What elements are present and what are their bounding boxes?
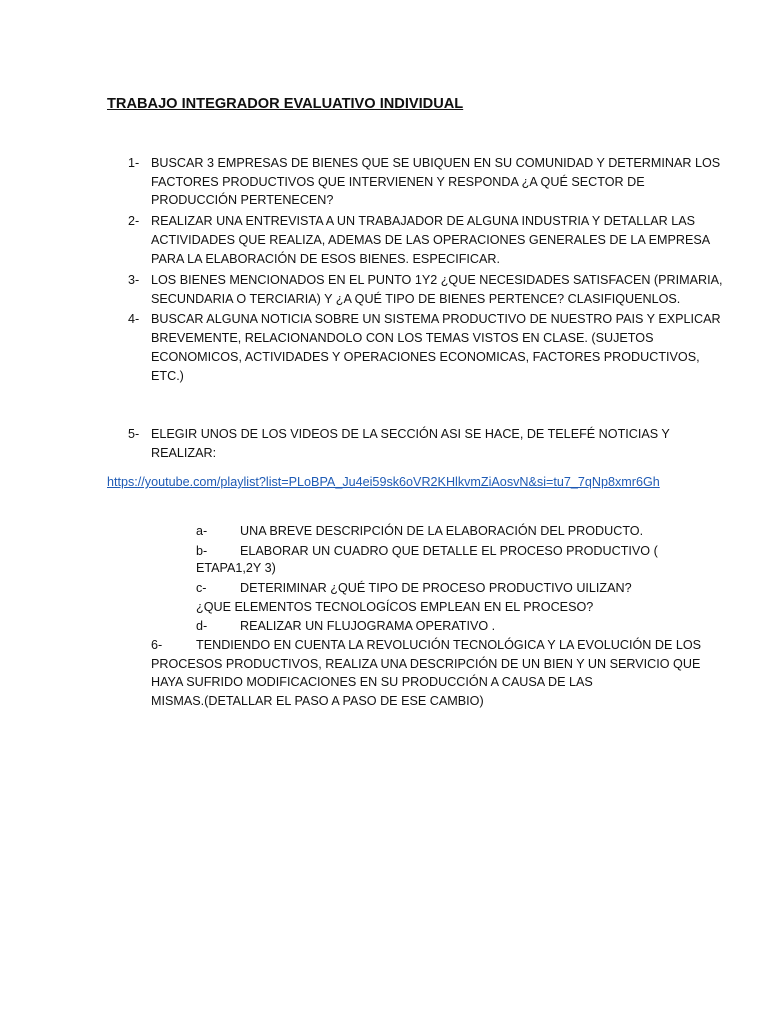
sub-item-label: d- <box>196 619 208 633</box>
item-number: 6- <box>151 638 163 652</box>
item-number: 1- <box>128 156 140 170</box>
sub-item-text: ETAPA1,2Y 3) <box>196 561 276 575</box>
item-line: BUSCAR ALGUNA NOTICIA SOBRE UN SISTEMA PRODUCTIVO DE NUESTRO PAIS Y EXPLICAR <box>151 312 721 326</box>
item-number: 4- <box>128 312 140 326</box>
item-line: ELEGIR UNOS DE LOS VIDEOS DE LA SECCIÓN ASI SE HACE, DE TELEFÉ NOTICIAS Y <box>151 427 670 441</box>
sub-item-label: c- <box>196 581 207 595</box>
item-line: BUSCAR 3 EMPRESAS DE BIENES QUE SE UBIQUEN EN SU COMUNIDAD Y DETERMINAR LOS <box>151 156 721 170</box>
item-line: PROCESOS PRODUCTIVOS, REALIZA UNA DESCRIPCIÓN DE UN BIEN Y UN SERVICIO QUE <box>151 657 701 671</box>
item-line: REALIZAR UNA ENTREVISTA A UN TRABAJADOR DE ALGUNA INDUSTRIA Y DETALLAR LAS <box>151 214 696 228</box>
item-line: TENDIENDO EN CUENTA LA REVOLUCIÓN TECNOLÓGICA Y LA EVOLUCIÓN DE LOS <box>196 638 702 652</box>
item-line: ECONOMICOS, ACTIVIDADES Y OPERACIONES ECONOMICAS, FACTORES PRODUCTIVOS, <box>151 350 700 364</box>
sub-item-text: UNA BREVE DESCRIPCIÓN DE LA ELABORACIÓN DEL PRODUCTO. <box>240 524 644 538</box>
sub-item-text: DETERIMINAR ¿QUÉ TIPO DE PROCESO PRODUCTIVO UILIZAN? <box>240 581 632 595</box>
item-line: REALIZAR: <box>151 446 217 460</box>
page-title: TRABAJO INTEGRADOR EVALUATIVO INDIVIDUAL <box>107 96 464 112</box>
item-line: SECUNDARIA O TERCIARIA) Y ¿A QUÉ TIPO DE BIENES PERTENCE? CLASIFIQUENLOS. <box>151 292 681 306</box>
item-number: 2- <box>128 214 140 228</box>
item-line: ACTIVIDADES QUE REALIZA, ADEMAS DE LAS OPERACIONES GENERALES DE LA EMPRESA <box>151 233 711 247</box>
item-line: MISMAS.(DETALLAR EL PASO A PASO DE ESE CAMBIO) <box>151 694 484 708</box>
sub-item-text: REALIZAR UN FLUJOGRAMA OPERATIVO . <box>240 619 496 633</box>
playlist-link[interactable]: https://youtube.com/playlist?list=PLoBPA_Ju4ei59sk6oVR2KHlkvmZiAosvN&si=tu7_7qNp8xmr6Gh <box>107 475 660 489</box>
item-line: BREVEMENTE, RELACIONANDOLO CON LOS TEMAS VISTOS EN CLASE. (SUJETOS <box>151 331 654 345</box>
item-line: FACTORES PRODUCTIVOS QUE INTERVIENEN Y RESPONDA ¿A QUÉ SECTOR DE <box>151 175 645 189</box>
item-line: PARA LA ELABORACIÓN DE ESOS BIENES. ESPECIFICAR. <box>151 252 501 266</box>
sub-item-label: b- <box>196 544 208 558</box>
item-number: 5- <box>128 427 140 441</box>
sub-item-text: ELABORAR UN CUADRO QUE DETALLE EL PROCESO PRODUCTIVO ( <box>240 544 658 558</box>
item-number: 3- <box>128 273 140 287</box>
item-line: PRODUCCIÓN PERTENECEN? <box>151 193 334 207</box>
sub-item-label: a- <box>196 524 208 538</box>
item-line: HAYA SUFRIDO MODIFICACIONES EN SU PRODUCCIÓN A CAUSA DE LAS <box>151 675 593 689</box>
item-line: LOS BIENES MENCIONADOS EN EL PUNTO 1Y2 ¿QUE NECESIDADES SATISFACEN (PRIMARIA, <box>151 273 723 287</box>
sub-item-text: ¿QUE ELEMENTOS TECNOLOGÍCOS EMPLEAN EN EL PROCESO? <box>196 600 594 614</box>
item-line: ETC.) <box>151 369 184 383</box>
